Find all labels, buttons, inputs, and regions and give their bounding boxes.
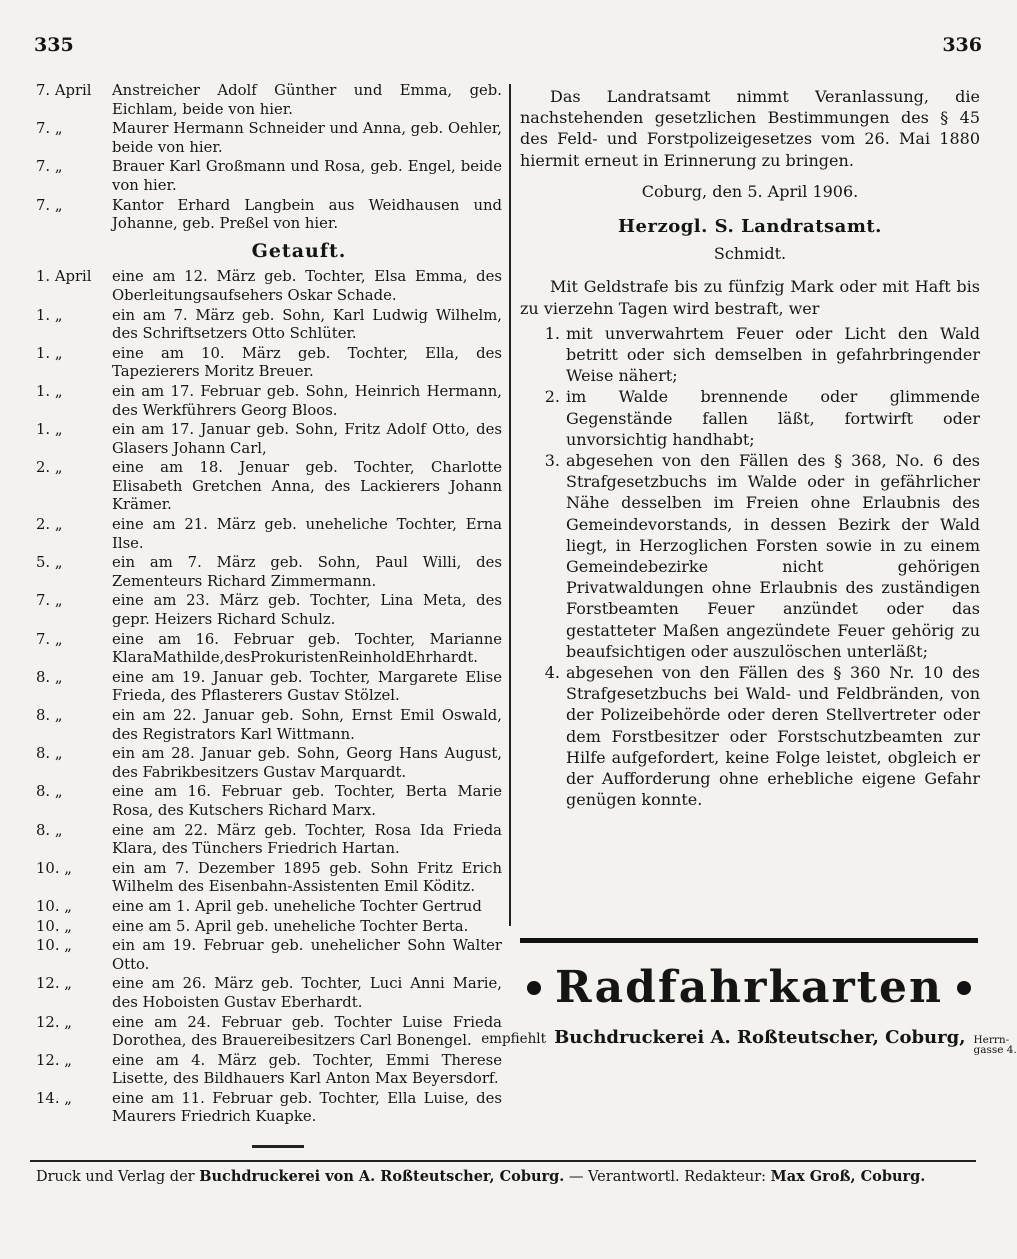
entry-text: ein am 22. Januar geb. Sohn, Ernst Emil Oswald, des Registrators Karl Wittmann. [112, 707, 502, 743]
entry-text: Kantor Erhard Langbein aus Weidhausen und Johanne, geb. Preßel von hier. [112, 196, 502, 233]
entry-date: 10. „ [36, 937, 72, 955]
entry-date: 8. „ [36, 783, 63, 801]
register-entry [36, 421, 502, 458]
penalty-item-text: abgesehen von den Fällen des § 368, No. 6 des Strafgesetzbuchs im Walde oder in gefährlicher Nähe desselben im Freien ohne Erlaubnis des Gemeindevorstands, in dessen Bezirk der Wald liegt, in Herzoglichen Forsten sowie in zu einem Gemeindebezirke nicht gehörigen Privatwaldungen ohne Erlaubnis des zuständigen Forstbeamten Feuer anzündet oder das gestatteter Maßen angezündete Feuer gehörig zu beaufsichtigen oder auszulöschen unterläßt; [566, 451, 980, 661]
end-bar [252, 1145, 304, 1148]
penalty-item-number: 4. [544, 663, 560, 683]
entry-date: 1. „ [36, 344, 63, 362]
register-entry [36, 82, 502, 119]
register-entry [36, 631, 502, 668]
penalty-item-number: 1. [544, 323, 560, 343]
right-column [520, 86, 980, 811]
place-date: Coburg, den 5. April 1906. [641, 181, 859, 201]
entry-text: eine am 22. März geb. Tochter, Rosa Ida Frieda Klara, des Tünchers Friedrich Hartan. [112, 821, 502, 858]
entry-date: 7. „ [36, 630, 63, 648]
penalty-item-number: 2. [544, 387, 560, 407]
page-number-right: 336 [942, 34, 982, 56]
footer-part1: Druck und Verlag der [36, 1169, 195, 1185]
ad-prefix: empfiehlt [481, 1031, 547, 1047]
register-entry [36, 197, 502, 234]
register-entry [36, 459, 502, 515]
entry-text: eine am 18. Jenuar geb. Tochter, Charlotte Elisabeth Gretchen Anna, des Lackierers Johann Krämer. [112, 459, 502, 514]
penalty-item-text: abgesehen von den Fällen des § 360 Nr. 10 des Strafgesetzbuchs bei Wald- und Feldbränden, von der Polizeibehörde oder deren Stellvertreter oder dem Forstbesitzer oder Forstschutzbeamten zur Hilfe aufgefordert, keine Folge leistet, obgleich er der Aufforderung ohne erhebliche eigene Gefahr genügen konnte. [566, 663, 980, 810]
entry-date: 10. „ [36, 917, 72, 935]
entry-date: 12. „ [36, 975, 72, 993]
entry-date: 2. „ [36, 459, 63, 477]
register-entry [36, 345, 502, 382]
entry-text: eine am 19. Januar geb. Tochter, Margarete Elise Frieda, des Pflasterers Gustav Stölzel. [112, 668, 502, 705]
penalty-item [520, 323, 980, 387]
entry-text: ein am 17. Januar geb. Sohn, Fritz Adolf Otto, des Glasers Johann Carl, [112, 421, 502, 457]
entry-date: 8. „ [36, 707, 63, 724]
ad-street [973, 1035, 1016, 1055]
register-entry [36, 745, 502, 782]
entry-date: 7. „ [36, 592, 63, 610]
entry-date: 7. „ [36, 196, 63, 214]
entry-text: eine am 12. März geb. Tochter, Elsa Emma, des Oberleitungsaufsehers Oskar Schade. [112, 268, 502, 304]
footer-editor: Max Groß, Coburg. [770, 1168, 926, 1185]
page-number-left: 335 [34, 34, 74, 56]
entry-text: eine am 1. April geb. uneheliche Tochter Gertrud [112, 897, 482, 915]
register-entry [36, 1090, 502, 1127]
entry-date: 1. „ [36, 306, 63, 324]
penalty-item [520, 450, 980, 662]
left-column [36, 82, 502, 1128]
entry-text: eine am 21. März geb. uneheliche Tochter, Erna Ilse. [112, 516, 502, 552]
entry-text: eine am 23. März geb. Tochter, Lina Meta, des gepr. Heizers Richard Schulz. [112, 592, 502, 629]
ad-title: Radfahrkarten [555, 962, 943, 1013]
marriage-entries [36, 82, 502, 234]
penalty-item-text: mit unverwahrtem Feuer oder Licht den Wald betritt oder sich demselben in gefahrbringender Weise nähert; [566, 323, 980, 386]
ad-company: Buchdruckerei A. Roßteutscher, Coburg, [554, 1027, 966, 1048]
register-entry [36, 516, 502, 553]
register-entry [36, 937, 502, 974]
entry-date: 5. „ [36, 554, 63, 572]
bullet-dot-right [957, 981, 971, 995]
entry-date: 8. „ [36, 668, 63, 686]
footer-publisher: Buchdruckerei von A. Roßteutscher, Coburg. [199, 1168, 565, 1185]
ad-street-line-2: gasse 4. [973, 1044, 1017, 1056]
entry-date: 1. „ [36, 421, 63, 439]
register-entry [36, 383, 502, 420]
entry-text: eine am 16. Februar geb. Tochter, Berta Marie Rosa, des Kutschers Richard Marx. [112, 783, 502, 819]
entry-date: 12. „ [36, 1013, 72, 1031]
penalty-item-text: im Walde brennende oder glimmende Gegenstände fallen läßt, fortwirft oder unvorsichtig handhabt; [566, 387, 980, 449]
entry-text: eine am 10. März geb. Tochter, Ella, des Tapezierers Moritz Breuer. [112, 344, 502, 381]
entry-date: 7. „ [36, 120, 63, 138]
entry-date: 14. „ [36, 1089, 72, 1107]
register-entry [36, 307, 502, 344]
penalty-lead: Mit Geldstrafe bis zu fünfzig Mark oder mit Haft bis zu vierzehn Tagen wird bestraft, wer [520, 277, 980, 318]
baptism-entries [36, 268, 502, 1127]
penalty-item [520, 386, 980, 450]
entry-text: ein am 17. Februar geb. Sohn, Heinrich Hermann, des Werkführers Georg Bloos. [112, 382, 502, 419]
entry-text: eine am 26. März geb. Tochter, Luci Anni Marie, des Hoboisten Gustav Eberhardt. [112, 975, 502, 1011]
entry-date: 1. „ [36, 382, 63, 400]
entry-text: eine am 5. April geb. uneheliche Tochter Berta. [112, 917, 469, 935]
register-entry [36, 783, 502, 820]
penalty-item [520, 662, 980, 810]
register-entry [36, 158, 502, 195]
entry-date: 1. April [36, 268, 92, 286]
register-entry [36, 860, 502, 897]
entry-date: 12. „ [36, 1051, 72, 1069]
register-entry [36, 554, 502, 591]
imprint-footer [36, 1168, 976, 1185]
entry-text: ein am 7. März geb. Sohn, Paul Willi, des Zementeurs Richard Zimmermann. [112, 554, 502, 590]
ad-company-line [481, 1027, 1017, 1056]
entry-text: eine am 11. Februar geb. Tochter, Ella Luise, des Maurers Friedrich Kuapke. [112, 1089, 502, 1126]
register-entry [36, 592, 502, 629]
signer-name: Schmidt. [713, 244, 787, 264]
entry-date: 2. „ [36, 516, 63, 534]
notice-intro: Das Landratsamt nimmt Veranlassung, die nachstehenden gesetzlichen Bestimmungen des § 45 des Feld- und Forstpolizeigesetzes vom 26. Mai 1880 hiermit erneut in Erinnerung zu bringen. [520, 87, 980, 170]
register-entry [36, 669, 502, 706]
baptized-heading: Getauft. [251, 239, 347, 262]
entry-text: Maurer Hermann Schneider und Anna, geb. Oehler, beide von hier. [112, 120, 502, 156]
ad-heading [520, 962, 978, 1013]
register-entry [36, 1052, 502, 1089]
penalty-item-number: 3. [544, 451, 560, 471]
footer-part2: Verantwortl. Redakteur: [588, 1169, 767, 1185]
entry-date: 10. „ [36, 897, 72, 915]
ad-rule [520, 938, 978, 943]
ad-street-line-1: Herrn- [973, 1034, 1010, 1046]
register-entry [36, 822, 502, 859]
penalty-list [520, 323, 980, 811]
entry-date: 8. „ [36, 745, 63, 763]
entry-date: 7. April [36, 82, 92, 99]
entry-text: ein am 19. Februar geb. unehelicher Sohn Walter Otto. [112, 937, 502, 973]
register-entry [36, 120, 502, 157]
register-entry [36, 1014, 502, 1051]
register-entry [36, 268, 502, 305]
office-name: Herzogl. S. Landratsamt. [618, 216, 882, 238]
register-entry [36, 918, 502, 937]
register-entry [36, 898, 502, 917]
entry-text: eine am 4. März geb. Tochter, Emmi Therese Lisette, des Bildhauers Karl Anton Max Beyersdorf. [112, 1051, 502, 1088]
advertisement [481, 962, 1017, 1056]
entry-date: 7. „ [36, 158, 63, 176]
register-entry [36, 975, 502, 1012]
entry-text: ein am 7. Dezember 1895 geb. Sohn Fritz Erich Wilhelm des Eisenbahn-Assistenten Emil Köditz. [112, 859, 502, 896]
footer-rule [30, 1160, 976, 1162]
entry-text: ein am 28. Januar geb. Sohn, Georg Hans August, des Fabrikbesitzers Gustav Marquardt. [112, 745, 502, 781]
register-entry [36, 707, 502, 744]
entry-date: 8. „ [36, 821, 63, 839]
entry-text: Anstreicher Adolf Günther und Emma, geb. Eichlam, beide von hier. [112, 82, 502, 118]
column-divider [509, 84, 511, 926]
bullet-dot-left [527, 981, 541, 995]
entry-text: ein am 7. März geb. Sohn, Karl Ludwig Wilhelm, des Schriftsetzers Otto Schlüter. [112, 306, 502, 343]
entry-text: eine am 16. Februar geb. Tochter, Marianne KlaraMathilde,desProkuristenReinholdEhrhardt. [112, 630, 502, 667]
entry-text: eine am 24. Februar geb. Tochter Luise Frieda Dorothea, des Brauereibesitzers Carl Bonengel. [112, 1013, 502, 1050]
entry-date: 10. „ [36, 859, 72, 877]
entry-text: Brauer Karl Großmann und Rosa, geb. Engel, beide von hier. [112, 158, 502, 194]
footer-dash: — [568, 1169, 584, 1185]
